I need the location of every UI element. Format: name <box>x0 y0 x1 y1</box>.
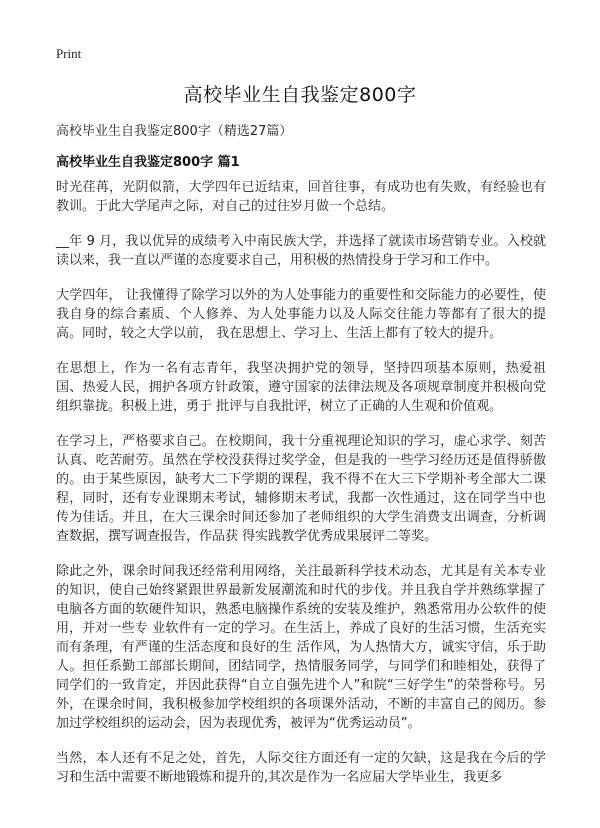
paragraph-2: __年 9 月，我以优异的成绩考入中南民族大学，并选择了就读市场营销专业。入校就读以来，我一直以严谨的态度要求自己，用积极的热情投身于学习和工作中。 <box>56 234 546 268</box>
paragraph-4: 在思想上，作为一名有志青年，我坚决拥护党的领导，坚持四项基本原则，热爱祖国、热爱人民，拥护各项方针政策，遵守国家的法律法规及各项规章制度并积极向党组织靠拢。积极上进，勇于 批评与自我批评，树立了正确的人生观和价值观。 <box>56 361 546 414</box>
paragraph-7: 当然，本人还有不足之处，首先，人际交往方面还有一定的欠缺，这是我在今后的学习和生活中需要不断地锻炼和提升的,其次是作为一名应届大学毕业生，我更多 <box>56 751 546 785</box>
paragraph-3: 大学四年， 让我懂得了除学习以外的为人处事能力的重要性和交际能力的必要性，使我自身的综合素质、个人修养、为人处事能力以及人际交往能力等都有了很大的提高。同时，较之大学以前， 我在思想上、学习上、生活上都有了较大的提升。 <box>56 288 546 341</box>
page-title: 高校毕业生自我鉴定800字 <box>183 84 417 106</box>
paragraph-6: 除此之外，课余时间我还经常利用网络，关注最新科学技术动态，尤其是有关本专业的知识，使自己始终紧跟世界最新发展潮流和时代的步伐。并且我自学并熟练掌握了电脑各方面的软硬件知识，熟悉电脑操作系统的安装及维护，熟悉常用办公软件的使用，并对一些专 业软件有一定的学习。在生活上，养成了良好的生活习惯，生活充实而有条理，有严谨的生活态度和良好的生 活作风，为人热情大方，诚实守信，乐于助人。担任系勤工部部长期间，团结同学，热情服务同学，与同学们和睦相处，获得了同学们的一致肯定，并因此获得“自立自强先进个人”和院“三好学生”的荣誉称号。另外，在课余时间，我积极参加学校组织的各项课外活动，不断的丰富自己的阅历。参加过学校组织的运动会，因为表现优秀，被评为“优秀运动员”。 <box>56 564 546 731</box>
paragraph-1: 时光荏苒，光阴似箭，大学四年已近结束，回首往事，有成功也有失败，有经验也有 教训。于此大学尾声之际，对自己的过往岁月做一个总结。 <box>56 180 546 214</box>
print-link[interactable]: Print <box>56 46 82 61</box>
section-title: 高校毕业生自我鉴定800字 篇1 <box>56 155 240 170</box>
article-body <box>56 178 546 803</box>
paragraph-5: 在学习上，严格要求自己。在校期间，我十分重视理论知识的学习，虚心求学、刻苦认真、吃苦耐劳。虽然在学校没获得过奖学金，但是我的一些学习经历还是值得骄傲的。由于某些原因，缺考大二下学期的课程，我不得不在大三下学期补考全部大二课程，同时，还有专业课期末考试，辅修期末考试，我都一次性通过，这在同学当中也传为佳话。并且，在大三课余时间还参加了老师组织的大学生消费支出调查，分析调查数据，撰写调查报告，作品获 得实践教学优秀成果展评二等奖。 <box>56 434 546 544</box>
document-subtitle: 高校毕业生自我鉴定800字（精选27篇） <box>56 124 293 139</box>
